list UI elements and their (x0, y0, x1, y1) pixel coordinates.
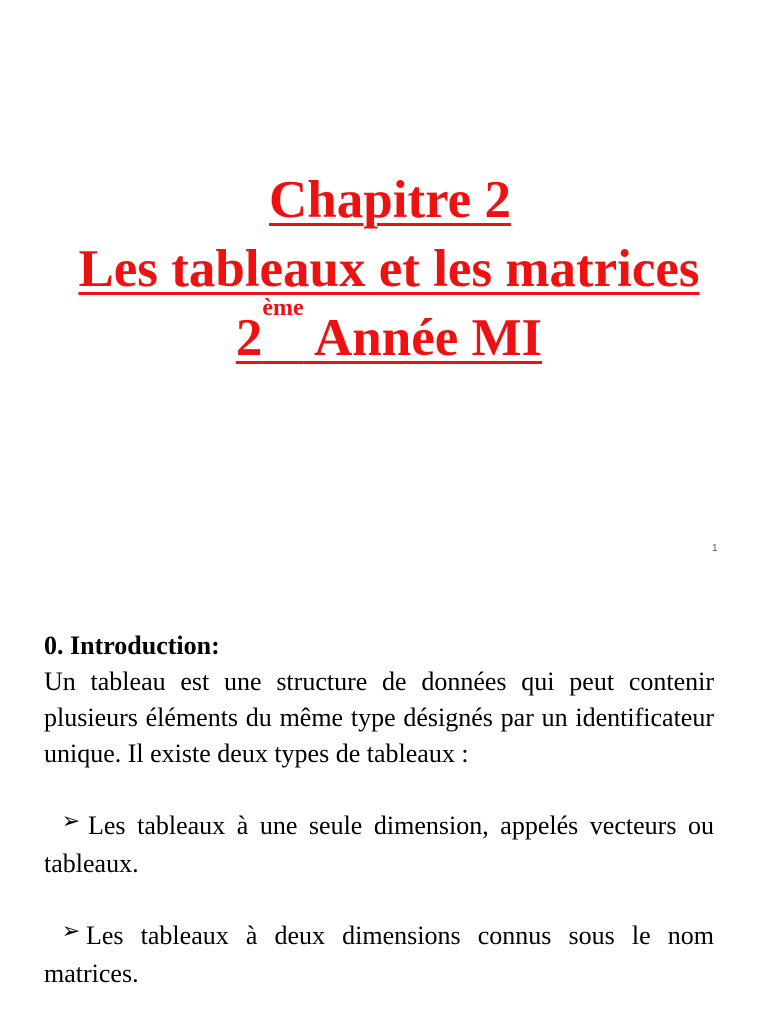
spacer (44, 772, 714, 808)
introduction-section (44, 628, 714, 992)
year-title (0, 295, 768, 373)
arrow-bullet-icon: ➢ (61, 919, 81, 944)
chapter-subtitle: Les tableaux et les matrices (78, 240, 700, 298)
year-number: 2 (235, 309, 263, 367)
list-item (44, 918, 714, 992)
arrow-bullet-icon: ➢ (61, 809, 81, 834)
list-item-text: Les tableaux à deux dimensions connus sous le nom matrices. (44, 921, 714, 988)
year-label: Année MI (303, 309, 543, 367)
title-block (0, 166, 768, 373)
list-item-text: Les tableaux à une seule dimension, appelés vecteurs ou tableaux. (44, 811, 714, 878)
year-superscript: ème (262, 295, 304, 321)
page-number: 1 (712, 543, 718, 554)
intro-paragraph: Un tableau est une structure de données qui peut contenir plusieurs éléments du même type désignés par un identificateur unique. Il existe deux types de tableaux : (44, 667, 714, 768)
chapter-title: Chapitre 2 (269, 171, 511, 229)
section-heading: 0. Introduction: (44, 631, 220, 660)
spacer (44, 882, 714, 918)
list-item (44, 808, 714, 882)
